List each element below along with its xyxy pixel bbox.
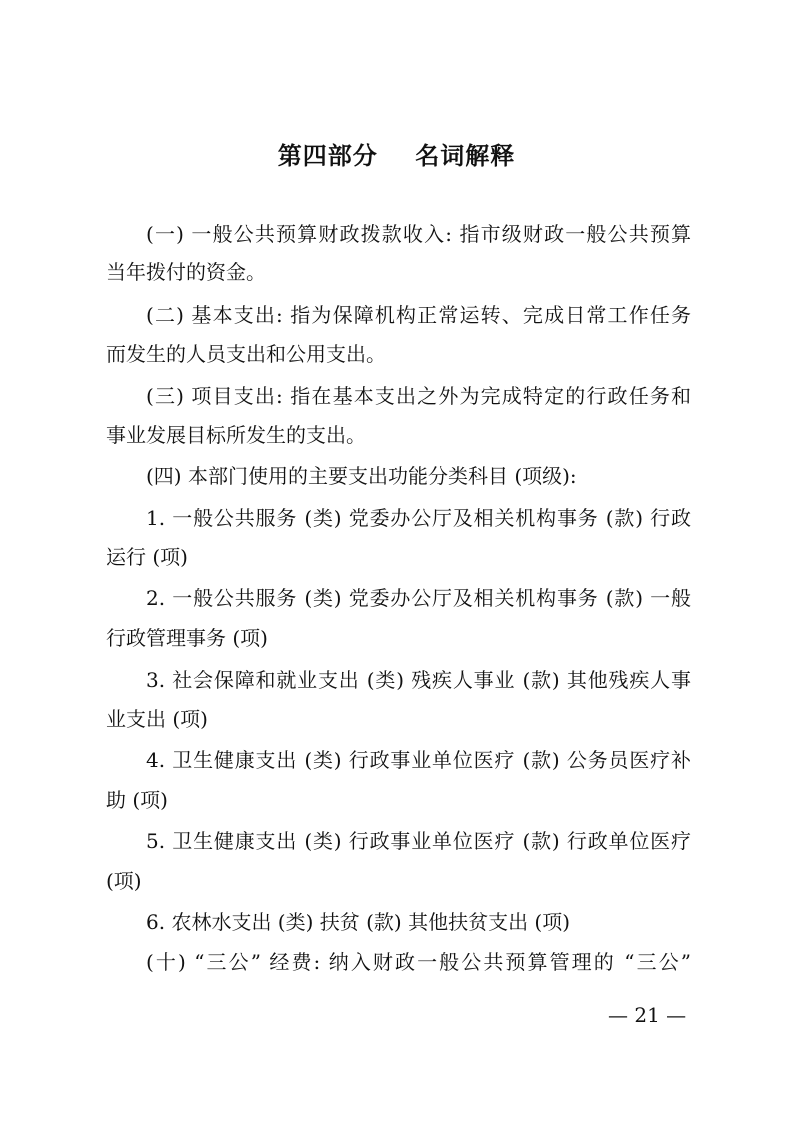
paragraph-line: (三) 项目支出: 指在基本支出之外为完成特定的行政任务和 [146, 384, 691, 408]
list-item-line: (项) [106, 869, 142, 893]
page-title: 第四部分 名词解释 [277, 142, 516, 170]
paragraph-line: (二) 基本支出: 指为保障机构正常运转、完成日常工作任务 [146, 303, 691, 327]
paragraph-line: 事业发展目标所发生的支出。 [106, 423, 366, 447]
list-item-line: 5. 卫生健康支出 (类) 行政事业单位医疗 (款) 行政单位医疗 [146, 829, 691, 853]
list-item-line: 2. 一般公共服务 (类) 党委办公厅及相关机构事务 (款) 一般 [146, 586, 691, 610]
paragraph-line: (十) “三公” 经费: 纳入财政一般公共预算管理的 “三公” [146, 950, 691, 974]
list-item-line: 3. 社会保障和就业支出 (类) 残疾人事业 (款) 其他残疾人事 [146, 668, 691, 692]
list-item-line: 4. 卫生健康支出 (类) 行政事业单位医疗 (款) 公务员医疗补 [146, 748, 691, 772]
paragraph-line: (一) 一般公共预算财政拨款收入: 指市级财政一般公共预算 [146, 222, 691, 246]
list-item-line: 6. 农林水支出 (类) 扶贫 (款) 其他扶贫支出 (项) [146, 910, 571, 934]
list-item-line: 运行 (项) [106, 545, 188, 569]
paragraph-line: 而发生的人员支出和公用支出。 [106, 342, 386, 366]
paragraph-line: 当年拨付的资金。 [106, 260, 266, 284]
list-item-line: 助 (项) [106, 788, 168, 812]
list-item-line: 行政管理事务 (项) [106, 626, 268, 650]
paragraph-line: (四) 本部门使用的主要支出功能分类科目 (项级): [146, 464, 577, 488]
list-item-line: 1. 一般公共服务 (类) 党委办公厅及相关机构事务 (款) 行政 [146, 506, 691, 530]
list-item-line: 业支出 (项) [106, 707, 208, 731]
page-number: — 21 — [608, 1003, 687, 1027]
